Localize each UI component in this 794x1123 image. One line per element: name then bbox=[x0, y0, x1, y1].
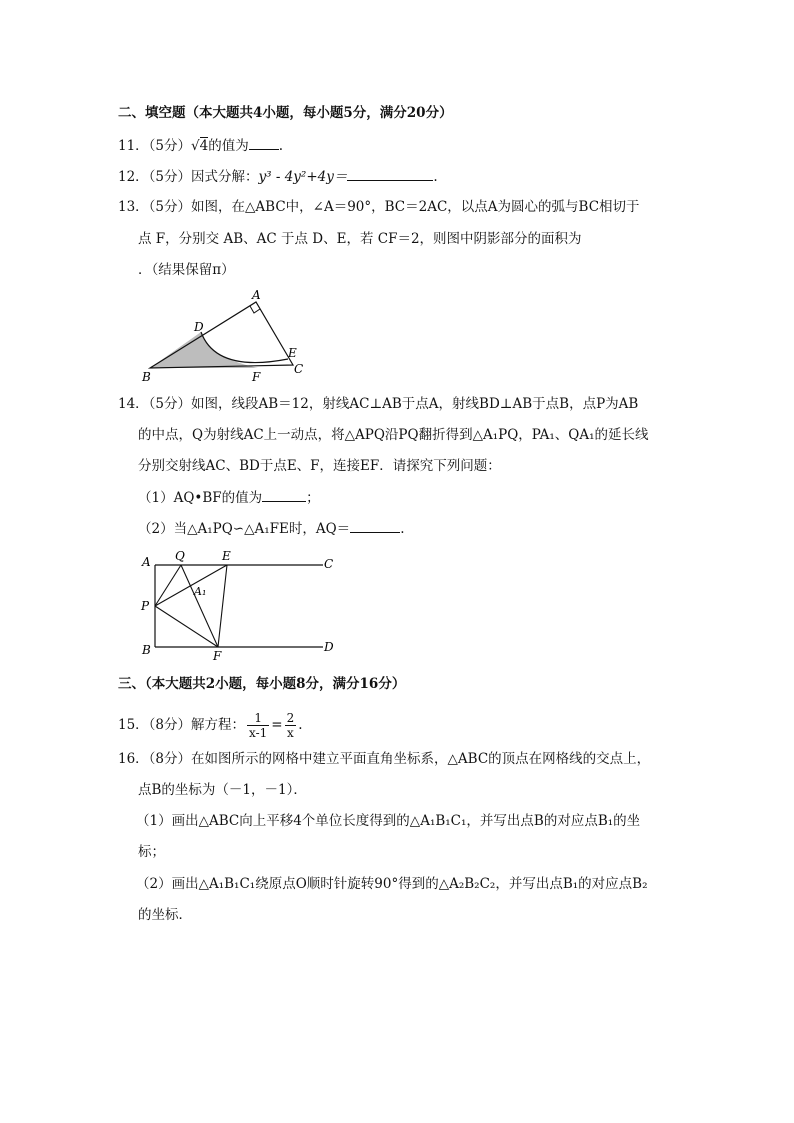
q14-sub2-text: （2）当△A₁PQ∽△A₁FE时，AQ＝ bbox=[138, 521, 351, 537]
segment-PE bbox=[155, 565, 227, 606]
q11-end: . bbox=[278, 138, 284, 154]
label-Q: Q bbox=[175, 549, 185, 563]
q14-sub2-end: . bbox=[400, 521, 405, 537]
q14-sub1-blank[interactable] bbox=[262, 487, 306, 502]
rhs-denominator: x bbox=[287, 726, 294, 740]
label-B: B bbox=[142, 370, 151, 384]
q13-line-3: ．（结果保留π） bbox=[138, 262, 235, 278]
q14-sub2-blank[interactable] bbox=[350, 518, 400, 533]
q16-sub1-line-a: （1）画出△ABC向上平移4个单位长度得到的△A₁B₁C₁，并写出点B的对应点B₁的坐 bbox=[136, 813, 641, 829]
q11-text: 的值为 bbox=[208, 138, 249, 154]
q14-sub-1 bbox=[138, 487, 320, 508]
label-F: F bbox=[252, 370, 261, 384]
q14-sub1-text: （1）AQ•BF的值为 bbox=[138, 490, 263, 506]
label-F: F bbox=[213, 649, 222, 663]
q11-answer-blank[interactable] bbox=[249, 135, 279, 150]
q16-line-2: 点B的坐标为（－1，－1）． bbox=[138, 782, 307, 798]
rhs-fraction bbox=[285, 711, 297, 740]
q15-number: 15．（8分）解方程： bbox=[118, 717, 246, 733]
q12-answer-blank[interactable] bbox=[347, 166, 433, 181]
label-D: D bbox=[324, 640, 334, 654]
q16-line-1: 16．（8分）在如图所示的网格中建立平面直角坐标系，△ABC的顶点在网格线的交点上， bbox=[118, 751, 651, 767]
q16-sub2-line-b: 的坐标． bbox=[138, 907, 192, 923]
section-2-title: 二、填空题（本大题共4小题，每小题5分，满分20分） bbox=[118, 105, 453, 121]
q14-sub1-end: ； bbox=[306, 490, 320, 506]
q14-line-3: 分别交射线AC、BD于点E、F，连接EF．请探究下列问题： bbox=[138, 458, 501, 474]
rhs-numerator: 2 bbox=[286, 711, 295, 725]
label-E: E bbox=[222, 549, 231, 563]
question-11 bbox=[118, 135, 283, 156]
q12-end: . bbox=[433, 169, 438, 185]
label-A: A bbox=[252, 288, 261, 302]
section-3-title: 三、（本大题共2小题，每小题8分，满分16分） bbox=[118, 676, 406, 692]
segment-PQ bbox=[155, 565, 181, 606]
label-P: P bbox=[141, 599, 150, 613]
q15-end: . bbox=[298, 717, 303, 733]
segment-EF bbox=[218, 565, 227, 647]
label-E: E bbox=[288, 346, 297, 360]
q13-triangle-figure bbox=[138, 285, 338, 385]
q11-number: 11．（5分） bbox=[118, 138, 192, 154]
q12-expression: y³ - 4y²+4y＝ bbox=[258, 169, 348, 185]
equals-sign: = bbox=[271, 717, 283, 733]
q14-line-1: 14．（5分）如图，线段AB＝12，射线AC⊥AB于点A，射线BD⊥AB于点B，点P为AB bbox=[118, 396, 639, 412]
question-15 bbox=[118, 710, 303, 740]
sqrt-sign: √4 bbox=[191, 138, 209, 154]
lhs-fraction bbox=[247, 711, 269, 740]
lhs-denominator: x-1 bbox=[249, 726, 268, 740]
q11-radicand: 4 bbox=[199, 138, 209, 154]
question-12 bbox=[118, 166, 438, 187]
q14-rectangle-figure bbox=[138, 548, 338, 663]
q16-sub1-line-b: 标； bbox=[138, 844, 165, 860]
lhs-numerator: 1 bbox=[247, 711, 269, 726]
label-A1: A₁ bbox=[194, 585, 207, 598]
label-A: A bbox=[142, 555, 151, 569]
q12-number: 12．（5分）因式分解： bbox=[118, 169, 259, 185]
q16-sub2-line-a: （2）画出△A₁B₁C₁绕原点O顺时针旋转90°得到的△A₂B₂C₂，并写出点B₁的对应点B₂ bbox=[136, 876, 648, 892]
label-D: D bbox=[194, 320, 204, 334]
q14-sub-2 bbox=[138, 518, 404, 539]
label-C: C bbox=[324, 557, 334, 571]
q13-line-2: 点 F，分别交 AB、AC 于点 D、E，若 CF＝2，则图中阴影部分的面积为 bbox=[138, 231, 582, 247]
q13-line-1: 13．（5分）如图，在△ABC中，∠A＝90°，BC＝2AC，以点A为圆心的弧与BC相切于 bbox=[118, 199, 640, 215]
label-B: B bbox=[142, 643, 151, 657]
label-C: C bbox=[294, 362, 304, 376]
q14-line-2: 的中点，Q为射线AC上一动点，将△APQ沿PQ翻折得到△A₁PQ，PA₁、QA₁的延长线 bbox=[138, 427, 649, 443]
